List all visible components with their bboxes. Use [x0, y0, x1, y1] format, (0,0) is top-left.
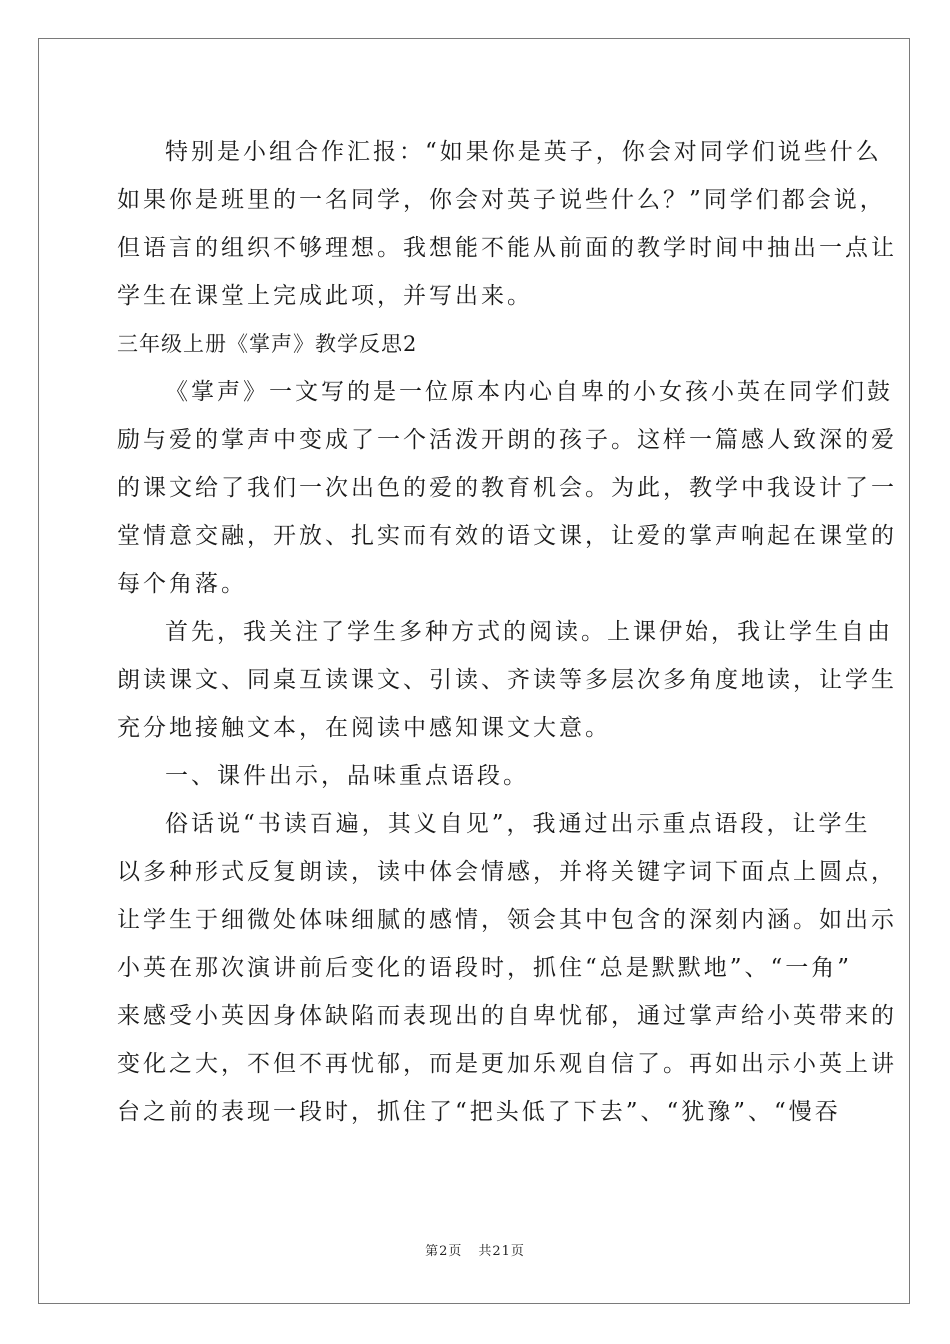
paragraph-line: 以多种形式反复朗读，读中体会情感，并将关键字词下面点上圆点，	[117, 859, 897, 885]
paragraph-line: 充分地接触文本，在阅读中感知课文大意。	[117, 715, 611, 741]
subheading-line: 一、课件出示，品味重点语段。	[165, 763, 529, 789]
page-number: 第2页	[425, 1244, 463, 1259]
paragraph-line: 但语言的组织不够理想。我想能不能从前面的教学时间中抽出一点让	[117, 235, 897, 261]
document-body	[117, 128, 897, 1136]
paragraph-line: 俗话说“书读百遍，其义自见”，我通过出示重点语段，让学生	[165, 811, 871, 837]
paragraph-line: 《掌声》一文写的是一位原本内心自卑的小女孩小英在同学们鼓	[165, 379, 893, 405]
paragraph-line: 如果你是班里的一名同学，你会对英子说些什么？”同学们都会说，	[117, 187, 886, 213]
paragraph-line: 让学生于细微处体味细腻的感情，领会其中包含的深刻内涵。如出示	[117, 907, 897, 933]
paragraph-line: 来感受小英因身体缺陷而表现出的自卑忧郁，通过掌声给小英带来的	[117, 1003, 897, 1029]
section-heading: 三年级上册《掌声》教学反思2	[117, 332, 418, 356]
paragraph-line: 首先，我关注了学生多种方式的阅读。上课伊始，我让学生自由	[165, 619, 893, 645]
paragraph-line: 朗读课文、同桌互读课文、引读、齐读等多层次多角度地读，让学生	[117, 667, 897, 693]
paragraph-line: 的课文给了我们一次出色的爱的教育机会。为此，教学中我设计了一	[117, 475, 897, 501]
page-total: 共21页	[478, 1244, 525, 1259]
page-footer	[0, 1240, 950, 1259]
paragraph-line: 台之前的表现一段时，抓住了“把头低了下去”、“犹豫”、“慢吞	[117, 1099, 841, 1125]
paragraph-line: 变化之大，不但不再忧郁，而是更加乐观自信了。再如出示小英上讲	[117, 1051, 897, 1077]
paragraph-line: 励与爱的掌声中变成了一个活泼开朗的孩子。这样一篇感人致深的爱	[117, 427, 897, 453]
paragraph-line: 堂情意交融，开放、扎实而有效的语文课，让爱的掌声响起在课堂的	[117, 523, 897, 549]
paragraph-line: 每个角落。	[117, 571, 247, 597]
paragraph-line: 学生在课堂上完成此项，并写出来。	[117, 283, 533, 309]
paragraph-line: 特别是小组合作汇报：“如果你是英子，你会对同学们说些什么	[165, 139, 882, 165]
paragraph-line: 小英在那次演讲前后变化的语段时，抓住“总是默默地”、“一角”	[117, 955, 853, 981]
